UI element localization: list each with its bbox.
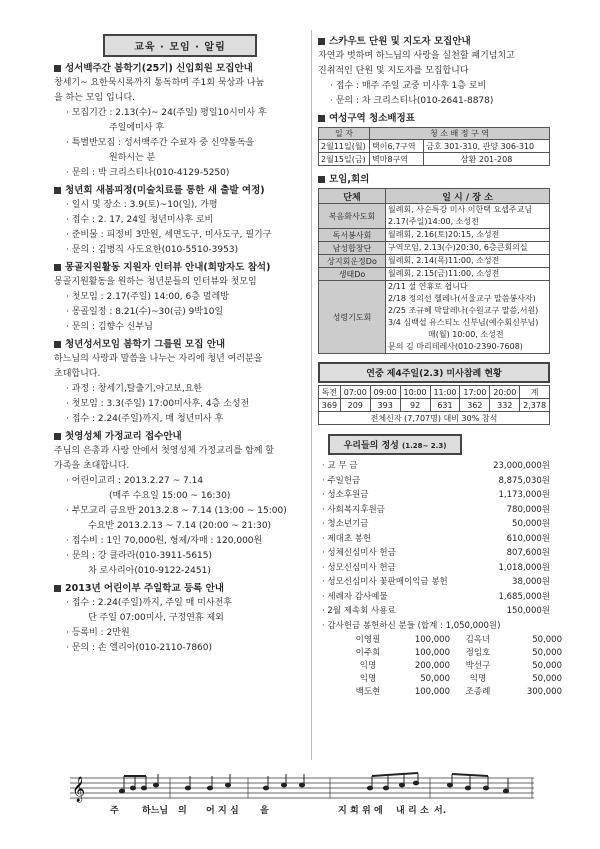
offering-label: · 주일헌금	[322, 475, 361, 486]
meeting-detail-line: 월례회, 2.16(토)20:15, 소성전	[388, 230, 500, 239]
offering-row	[318, 459, 550, 474]
meeting-table	[318, 188, 550, 354]
attendance-value: 393	[370, 399, 400, 412]
table-header: 청 소 배 정 구 역	[370, 128, 550, 140]
table-header: 일 시 / 장 소	[386, 189, 550, 204]
bullet-square-icon	[54, 187, 61, 194]
offering-amount: 610,000원	[506, 533, 550, 544]
attendance-header: 11:00	[430, 386, 460, 399]
offering-amount: 50,000원	[512, 519, 550, 529]
meeting-detail-line: 구역모임, 2.13(수)20:30, 6층큰회의실	[388, 243, 528, 252]
lyric-syllable: 의	[178, 806, 187, 816]
donor-name: 이영필	[355, 634, 381, 645]
thanks-header: · 감사헌금 봉헌하신 분들 (합계 : 1,050,000원)	[322, 620, 501, 631]
notice-line: · 일시 및 장소 : 3.9(토)~10(일), 가평	[66, 200, 218, 210]
column-divider	[311, 30, 312, 760]
meeting-detail-line: 2/25 조규혜 막달레나(수원교구 말씀,서원)	[388, 306, 539, 315]
meeting-detail-line: 매(월) 10:00, 소성전	[428, 330, 504, 339]
meeting-detail	[386, 242, 550, 255]
offering-label: · 2월 제속회 사용료	[322, 606, 396, 616]
donor-grid	[338, 634, 562, 699]
offering-label: · 교 무 금	[322, 461, 358, 471]
attendance-value: 332	[490, 399, 520, 412]
offering-amount: 23,000,000원	[493, 461, 550, 471]
offering-label: · 제대초 봉헌	[322, 533, 372, 544]
cleaning-table	[318, 127, 550, 166]
offering-amount: 1,173,000원	[498, 490, 550, 500]
lyric-syllable: 심	[230, 806, 239, 816]
meeting-group: 독서봉사회	[319, 229, 386, 242]
lyric-syllable: 어	[206, 806, 215, 816]
notice-line: 하느님의 사랑과 말씀을 나누는 자리에 청년 여러분을	[54, 354, 263, 364]
table-cell: 금호 301-310, 관양 306-310	[424, 140, 550, 153]
notice-line: · 문의 : 김병직 사도요한(010-5510-3953)	[66, 245, 239, 255]
offering-list	[318, 459, 550, 619]
attendance-header: 독전	[319, 386, 341, 399]
right-column	[318, 34, 562, 699]
table-cell: 2월15일(금)	[319, 153, 370, 166]
donor-name: 조종례	[465, 686, 491, 697]
meeting-detail	[386, 268, 550, 281]
donor-name: 익명	[469, 673, 487, 684]
offering-label: · 성소후원금	[322, 490, 369, 500]
meeting-title: 모임,회의	[318, 172, 550, 187]
offering-row	[318, 561, 550, 576]
donor-amount: 200,000	[414, 660, 450, 671]
left-column	[54, 34, 306, 656]
bullet-square-icon	[318, 176, 325, 183]
notice-heading: 첫영성체 가정교리 접수안내	[54, 429, 306, 444]
attendance-table	[318, 385, 550, 425]
lyric-syllable: 서.	[434, 806, 447, 816]
table-cell: 삼환 201-208	[424, 153, 550, 166]
offering-amount: 1,685,000원	[498, 591, 550, 602]
notice-line: 주일에미사 후	[109, 123, 165, 133]
attendance-title: 연중 제4주일(2.3) 미사참례 현황	[318, 362, 550, 383]
donor-name: 정임호	[465, 647, 491, 658]
attendance-value: 2,378	[520, 399, 550, 412]
notice-line: · 문의 : 강 클라라(010-3911-5615)	[66, 551, 213, 561]
lyric-syllable: 희	[350, 806, 359, 816]
donor-amount: 50,000	[532, 647, 562, 658]
offering-row	[318, 474, 550, 489]
lyric-syllable: 소	[420, 806, 429, 816]
notice-line: · 몽골일정 : 8.21(수)~30(금) 9박10일	[66, 307, 224, 317]
meeting-detail-line: 월례회, 2.15(금)11:00, 소성전	[388, 269, 500, 278]
bullet-square-icon	[54, 341, 61, 348]
donor-amount: 50,000	[420, 673, 450, 684]
donor-name: 백도현	[355, 686, 381, 697]
table-header: 단체	[319, 189, 386, 204]
offering-amount: 8,875,030원	[498, 475, 550, 486]
meeting-detail-line: 문의 김 마리데레사(010-2390-7608)	[388, 342, 523, 351]
attendance-header: 07:00	[340, 386, 370, 399]
donor-name: 이주희	[355, 647, 381, 658]
offering-row	[318, 503, 550, 518]
attendance-header: 계	[520, 386, 550, 399]
notice-line: · 첫모임 : 2.17(주일) 14:00, 6층 멀레방	[66, 292, 229, 302]
offering-amount: 807,600원	[506, 548, 550, 558]
lyric-syllable: 을	[260, 806, 269, 816]
notice-line: 몽골지원활동을 원하는 청년분들의 인터뷰와 첫모임	[54, 277, 257, 287]
notice-line: 수요반 2013.2.13 ~ 7.14 (20:00 ~ 21:30)	[88, 521, 272, 531]
donor-name: 익명	[359, 673, 377, 684]
offering-amount: 1,018,000원	[498, 562, 550, 573]
meeting-detail	[386, 204, 550, 229]
notice-line: (매주 수요일 15:00 ~ 16:30)	[109, 491, 231, 501]
table-cell: 벽마8구역	[370, 153, 424, 166]
notice-line: 가족을 초대합니다.	[54, 461, 130, 471]
donor-amount: 100,000	[414, 634, 450, 645]
offering-row	[318, 517, 550, 532]
offering-row	[318, 575, 550, 590]
notice-line: · 과정 : 창세기,탈출기,야고보,요한	[66, 384, 203, 394]
offering-amount: 780,000원	[506, 504, 550, 515]
bullet-square-icon	[54, 585, 61, 592]
offering-label: · 세례자 감사예물	[322, 591, 388, 602]
offering-row	[318, 488, 550, 503]
donor-amount: 50,000	[532, 660, 562, 671]
bullet-square-icon	[318, 115, 325, 122]
meeting-detail-line: 월례회, 2.14(목)11:00, 소성전	[388, 256, 500, 265]
attendance-value: 209	[340, 399, 370, 412]
meeting-group: 복음화사도회	[319, 204, 386, 229]
meeting-detail	[386, 255, 550, 268]
scout-bullet: · 문의 : 차 크리스티나(010-2641-8878)	[330, 96, 494, 106]
bullet-square-icon	[318, 38, 325, 45]
donor-amount: 50,000	[532, 673, 562, 684]
notice-line: · 접수비 : 1인 70,000원, 형제/자매 : 120,000원	[66, 536, 263, 546]
bullet-square-icon	[54, 433, 61, 440]
notice-line: · 접수 : 2. 17, 24일 청년미사후 로비	[66, 215, 214, 225]
notice-line: 창세기~ 요한묵시록까지 통독하며 주1회 묵상과 나눔	[54, 78, 265, 88]
lyric-syllable: 주	[110, 806, 119, 816]
donor-amount: 100,000	[414, 647, 450, 658]
lyric-syllable: 위	[362, 806, 371, 816]
bullet-square-icon	[54, 65, 61, 72]
notice-heading: 몽골지원활동 지원자 인터뷰 안내(희망자도 참석)	[54, 260, 306, 275]
notice-heading: 청년성서모임 봄학기 그룹원 모집 안내	[54, 337, 306, 352]
bullet-square-icon	[54, 264, 61, 271]
treble-clef-icon: 𝄞	[72, 777, 86, 802]
lyric-syllable: 지	[338, 806, 347, 816]
notice-line: 초대합니다.	[54, 369, 101, 379]
offering-amount: 150,000원	[506, 606, 550, 616]
meeting-group: 생태Do	[319, 268, 386, 281]
attendance-header: 20:00	[490, 386, 520, 399]
meeting-detail-line: 3/4 심백섭 유스티노 신부님(예수회신부님)	[388, 318, 539, 327]
notice-line: 차 로사리아(010-9122-2451)	[88, 566, 211, 576]
notice-line: · 문의 : 손 엘리아(010-2110-7860)	[66, 643, 213, 653]
scout-title: 스카우트 단원 및 지도자 모집안내	[318, 34, 550, 49]
notice-line: · 등록비 : 2만원	[66, 628, 130, 638]
attendance-header: 17:00	[460, 386, 490, 399]
meeting-detail	[386, 281, 550, 354]
notice-line: · 접수 : 2.24(주일)까지, 주일 매 미사전후	[66, 598, 233, 608]
scout-text: 진취적인 단원 및 지도자를 모집합니다	[318, 66, 469, 76]
offering-row	[318, 590, 550, 605]
notice-line: · 접수 : 2.24(주일)까지, 매 청년미사 후	[66, 414, 224, 424]
notice-line: · 부모교리 금요반 2013.2.8 ~ 7.14 (13:00 ~ 15:00)	[66, 506, 287, 516]
donor-amount: 50,000	[532, 634, 562, 645]
offering-label: · 성모신심미사 헌금	[322, 562, 396, 573]
offering-label: · 청소년기금	[322, 519, 369, 529]
notice-line: 을 하는 모임 입니다.	[54, 93, 135, 103]
lyric-syllable: 내	[396, 806, 405, 816]
offering-label: · 사회복지후원금	[322, 504, 385, 515]
meeting-group: 성령기도회	[319, 281, 386, 354]
notice-line: · 준비물 : 피정비 3만원, 세면도구, 미사도구, 필기구	[66, 230, 272, 240]
notice-line: · 문의 : 박 크리스티나(010-4129-5250)	[66, 168, 230, 178]
notice-list	[54, 61, 306, 656]
notice-line: 원하시는 분	[109, 153, 156, 163]
attendance-header: 09:00	[370, 386, 400, 399]
lyric-syllable: 지	[218, 806, 227, 816]
offering-title: 우리들의 정성 (1.28~ 2.3)	[328, 434, 462, 455]
notice-line: 주님의 은총과 사랑 안에서 첫영성체 가정교리를 함께 할	[54, 446, 274, 456]
table-cell: 택이6,7구역	[370, 140, 424, 153]
offering-row	[318, 546, 550, 561]
attendance-value: 362	[460, 399, 490, 412]
offering-label: · 성모신심미사 꽃판매이익금 봉헌	[322, 577, 448, 587]
meeting-detail-line: 2/18 정의선 헬레나(서울교구 말씀봉사자)	[388, 294, 536, 303]
meeting-detail	[386, 229, 550, 242]
notice-line: 단 주일 07:00미사, 구정연휴 제외	[88, 613, 224, 623]
lyric-syllable: 에	[374, 806, 383, 816]
offering-row	[318, 604, 550, 619]
notice-heading: 성서백주간 봄학기(25기) 신입회원 모집안내	[54, 61, 306, 76]
offering-row	[318, 532, 550, 547]
table-cell: 2월11일(월)	[319, 140, 370, 153]
lyric-syllable: 하느님	[142, 806, 169, 816]
notice-line: · 어린이교리 : 2013.2.27 ~ 7.14	[66, 476, 204, 486]
notice-line: · 모집기간 : 2.13(수)~ 24(주일) 평일10시미사 후	[66, 108, 267, 118]
table-header: 일 자	[319, 128, 370, 140]
meeting-detail-line: 2/11 설 연휴로 쉽니다	[388, 282, 468, 291]
scout-text: 자연과 벗하며 하느님의 사랑을 실천할 패기넘치고	[318, 51, 515, 61]
attendance-value: 631	[430, 399, 460, 412]
notice-heading: 2013년 어린이부 주일학교 등록 안내	[54, 581, 306, 596]
attendance-value: 92	[400, 399, 430, 412]
attendance-value: 369	[319, 399, 341, 412]
meeting-group: 남성합창단	[319, 242, 386, 255]
donor-amount: 300,000	[526, 686, 562, 697]
donor-name: 김옥녀	[465, 634, 491, 645]
meeting-group: 상지회운정Do	[319, 255, 386, 268]
clean-title: 여성구역 청소배정표	[318, 111, 550, 126]
notice-heading: 청년회 새봄피정(미술치료를 통한 새 출발 여정)	[54, 183, 306, 198]
attendance-header: 10:00	[400, 386, 430, 399]
notice-line: · 문의 : 김향수 신부님	[66, 322, 153, 332]
notice-line: · 첫모임 : 3.3(주일) 17:00미사후, 4층 소성전	[66, 399, 250, 409]
section-banner: 교육 · 모임 · 알림	[103, 34, 257, 57]
lyric-syllable: 리	[408, 806, 417, 816]
notice-line: · 특별반모집 : 성서백주간 수료자 중 신약통독을	[66, 138, 255, 148]
donor-name: 익명	[359, 660, 377, 671]
offering-label: · 성체신심미사 헌금	[322, 548, 396, 558]
meeting-detail-line: 월례회, 사순특강 미사 이한택 요셉주교님	[388, 205, 533, 214]
meeting-detail-line: 2.17(주일)14:00, 소성전	[388, 217, 479, 226]
donor-amount: 100,000	[414, 686, 450, 697]
music-staff	[70, 772, 534, 816]
scout-bullet: · 접수 : 매주 주일 교중 미사후 1층 로비	[330, 81, 487, 91]
donor-name: 박선구	[465, 660, 491, 671]
attendance-total: 전체신자 (7,707명) 대비 30% 참석	[319, 412, 550, 425]
offering-amount: 38,000원	[512, 577, 550, 587]
